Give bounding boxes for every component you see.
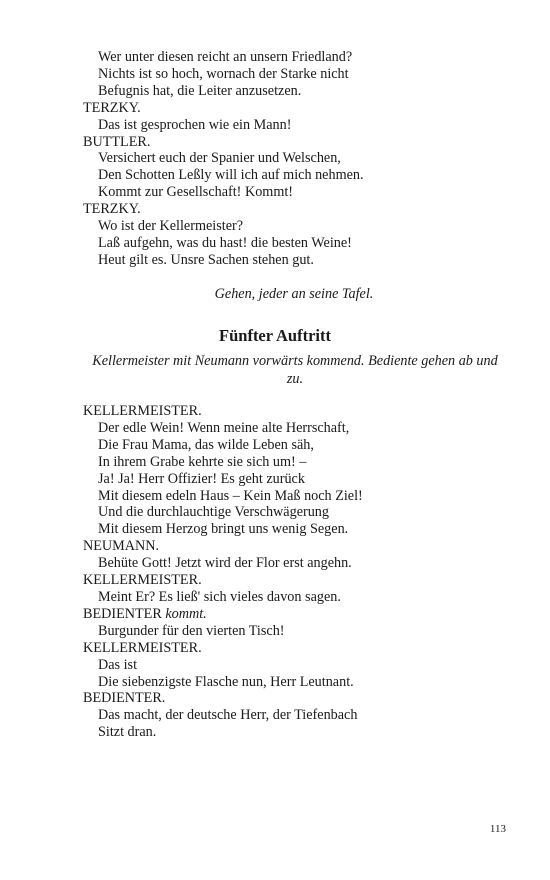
verse-line: Ja! Ja! Herr Offizier! Es geht zurück [98, 470, 305, 487]
verse-line: Das macht, der deutsche Herr, der Tiefenbach [98, 707, 358, 724]
verse-line: Und die durchlauchtige Verschwägerung [98, 504, 329, 521]
stage-direction-exit: Gehen, jeder an seine Tafel. [214, 286, 374, 302]
verse-line: Das ist gesprochen wie ein Mann! [98, 116, 292, 133]
verse-line: Das ist [98, 656, 138, 673]
scene-title: Fünfter Auftritt [219, 326, 331, 345]
speaker-name: NEUMANN. [83, 538, 160, 555]
verse-line: Wer unter diesen reicht an unsern Friedland? [98, 49, 353, 65]
speaker-name: KELLERMEISTER. [83, 403, 202, 419]
scene-stage-note: Kellermeister mit Neumann vorwärts kommend. Bediente gehen ab und zu. [92, 353, 498, 387]
speaker-name: TERZKY. [83, 99, 141, 116]
verse-line: Die Frau Mama, das wilde Leben säh, [98, 436, 314, 453]
page-number: 113 [489, 823, 506, 835]
verse-line: Wo ist der Kellermeister? [98, 218, 244, 235]
verse-line: Nichts ist so hoch, wornach der Starke nicht [98, 65, 349, 82]
verse-line: Laß aufgehn, was du hast! die besten Weine! [98, 234, 352, 251]
verse-line: Der edle Wein! Wenn meine alte Herrschaft, [98, 419, 350, 436]
speaker-name: BEDIENTER. [83, 690, 166, 707]
dialogue-block-top [83, 49, 513, 269]
verse-line: Burgunder für den vierten Tisch! [98, 622, 285, 639]
verse-line: Den Schotten Leßly will ich auf mich nehmen. [98, 167, 364, 184]
verse-line: Befugnis hat, die Leiter anzusetzen. [98, 82, 302, 99]
verse-line: In ihrem Grabe kehrte sie sich um! – [98, 453, 307, 470]
speaker-name: KELLERMEISTER. [83, 572, 202, 589]
speaker-name: BEDIENTER [83, 605, 162, 622]
verse-line: Behüte Gott! Jetzt wird der Flor erst angehn. [98, 555, 352, 572]
verse-line: Kommt zur Gesellschaft! Kommt! [98, 184, 294, 201]
verse-line: Die siebenzigste Flasche nun, Herr Leutnant. [98, 673, 354, 690]
inline-stage-direction: kommt. [165, 605, 207, 622]
speaker-name: BUTTLER. [83, 133, 151, 150]
verse-line: Versichert euch der Spanier und Welschen, [98, 150, 341, 167]
speaker-name: TERZKY. [83, 201, 141, 218]
verse-line: Mit diesem Herzog bringt uns wenig Segen. [98, 521, 349, 538]
verse-line: Mit diesem edeln Haus – Kein Maß noch Ziel! [98, 487, 363, 504]
verse-line: Sitzt dran. [98, 724, 157, 741]
speaker-name: KELLERMEISTER. [83, 639, 202, 656]
verse-line: Meint Er? Es ließ' sich vieles davon sagen. [98, 588, 341, 605]
speaker-with-direction [83, 606, 513, 623]
verse-line: Heut gilt es. Unsre Sachen stehen gut. [98, 251, 314, 268]
dialogue-block-bottom [83, 403, 513, 741]
